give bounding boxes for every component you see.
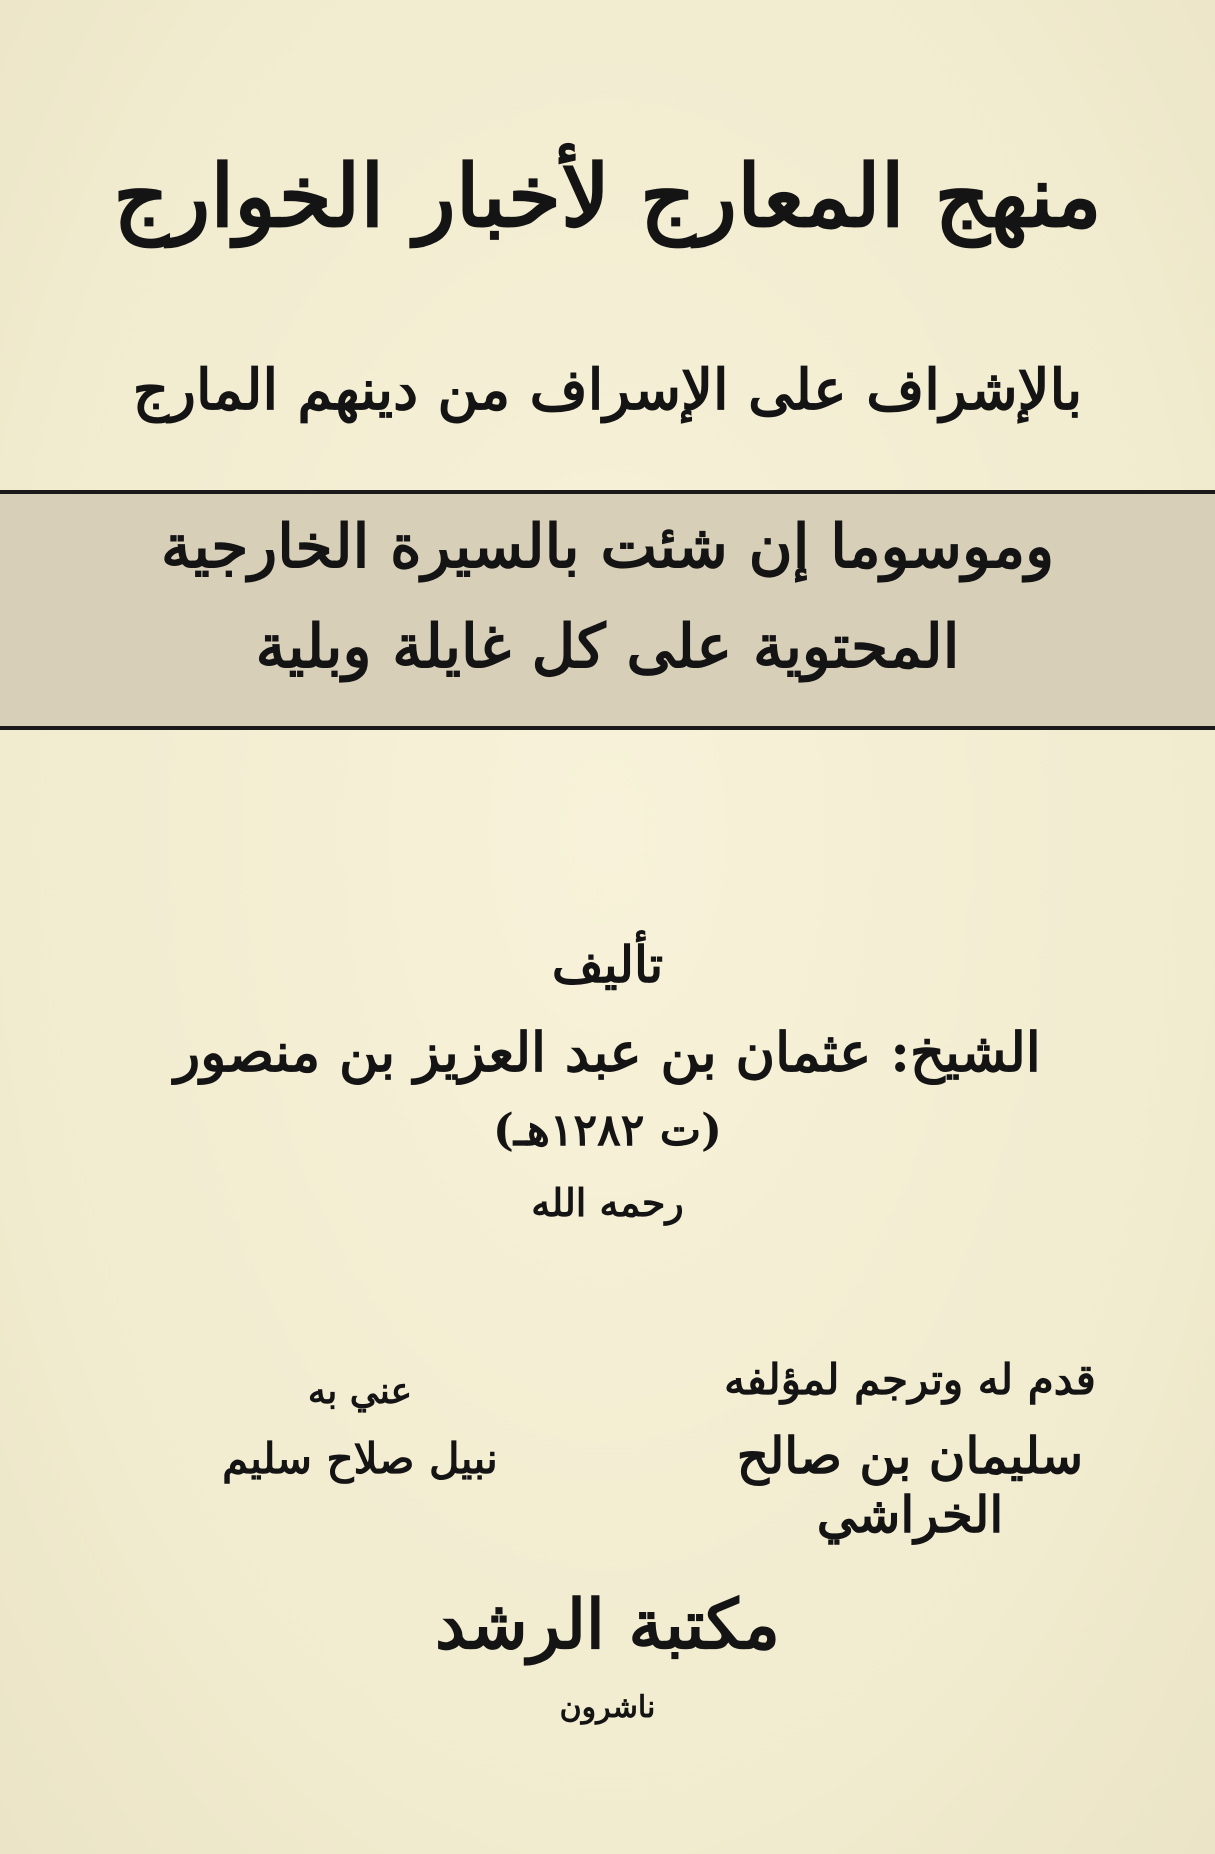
edited-label: عني به <box>307 1370 413 1412</box>
alternate-title-line-1: وموسوما إن شئت بالسيرة الخارجية <box>160 512 1055 582</box>
introduced-label: قدم له وترجم لمؤلفه <box>724 1355 1096 1404</box>
introducer-name: سليمان بن صالح الخراشي <box>736 1426 1084 1544</box>
book-title: منهج المعارج لأخبار الخوارج <box>113 146 1102 247</box>
editor-credit <box>140 1370 580 1483</box>
book-subtitle: بالإشراف على الإسراف من دينهم المارج <box>132 357 1083 423</box>
publisher-role: ناشرون <box>559 1690 656 1725</box>
alternate-title-band <box>0 490 1215 730</box>
author-name: الشيخ: عثمان بن عبد العزيز بن منصور <box>174 1020 1041 1084</box>
alternate-title-line-2: المحتوية على كل غايلة وبلية <box>255 612 960 682</box>
publisher-logo: مكتبة الرشد <box>435 1585 780 1665</box>
editor-name: نبيل صلاح سليم <box>222 1434 498 1483</box>
authored-label: تأليف <box>551 935 664 994</box>
author-death-date: (ت ١٢٨٢هـ) <box>492 1105 722 1156</box>
honorific: رحمه الله <box>531 1180 684 1225</box>
introduction-credit <box>690 1355 1130 1544</box>
